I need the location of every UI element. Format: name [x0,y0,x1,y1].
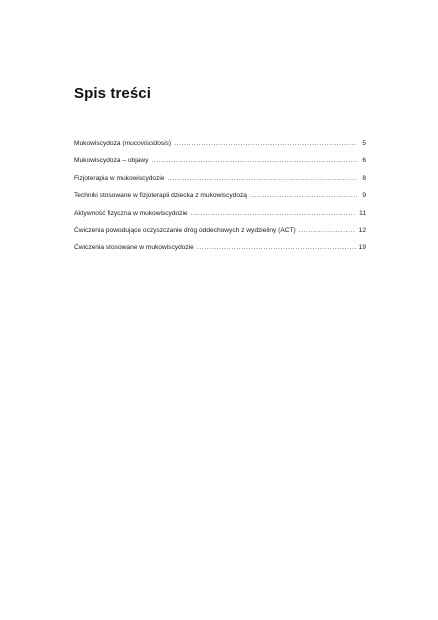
toc-entry[interactable] [74,191,366,208]
toc-entry-label [74,139,171,149]
toc-entry-label-text: Mukowiscydoza ( [74,140,125,147]
toc-entry[interactable] [74,209,366,226]
toc-page-number: 9 [362,192,366,200]
toc-entry-label [74,191,247,201]
toc-entry-label-text: Techniki stosowane w fizjoterapii dziecka z mukowiscydozą [74,192,247,200]
toc-entry-label-text: Aktywność fizyczna w mukowiscydozie [74,209,188,217]
toc-entry-label-text: Ćwiczenia stosowane w mukowiscydozie [74,244,194,252]
toc-leader-dots [250,191,357,201]
toc-page-number: 5 [362,140,366,147]
toc-entry-label-suffix: ) [168,140,172,147]
toc-leader-dots [174,139,357,149]
toc-entry[interactable] [74,226,366,243]
toc-leader-dots [299,226,356,236]
toc-entry-label [74,226,296,236]
toc-entry-label-text: Ćwiczenia powodujące oczyszczanie dróg oddechowych z wydzieliny (ACT) [74,226,296,234]
toc-leader-dots [191,209,357,219]
toc-page-number: 8 [362,174,366,182]
toc-entry-label-text: Mukowiscydoza – objawy [74,157,149,165]
toc-entry[interactable] [74,174,366,191]
toc-entry-label [74,174,165,184]
toc-entry[interactable] [74,156,366,173]
toc-entry-label [74,156,148,166]
toc-leader-dots [151,156,357,166]
toc-page-number: 19 [358,244,366,252]
toc-page-number: 11 [359,209,366,217]
toc-entry-label-italic: mucoviscidosis [124,140,169,147]
toc-page-number: 12 [358,226,366,234]
toc-entry[interactable] [74,139,366,156]
toc-leader-dots [168,174,357,184]
toc-entry-label [74,209,188,219]
toc-page-number: 6 [362,157,366,165]
toc-title: Spis treści [74,85,151,102]
toc-leader-dots [197,243,356,253]
toc-entry-label-text: Fizjoterapia w mukowiscydozie [74,174,165,182]
toc-list [74,139,366,261]
toc-entry-label [74,243,194,253]
toc-entry[interactable] [74,243,366,260]
